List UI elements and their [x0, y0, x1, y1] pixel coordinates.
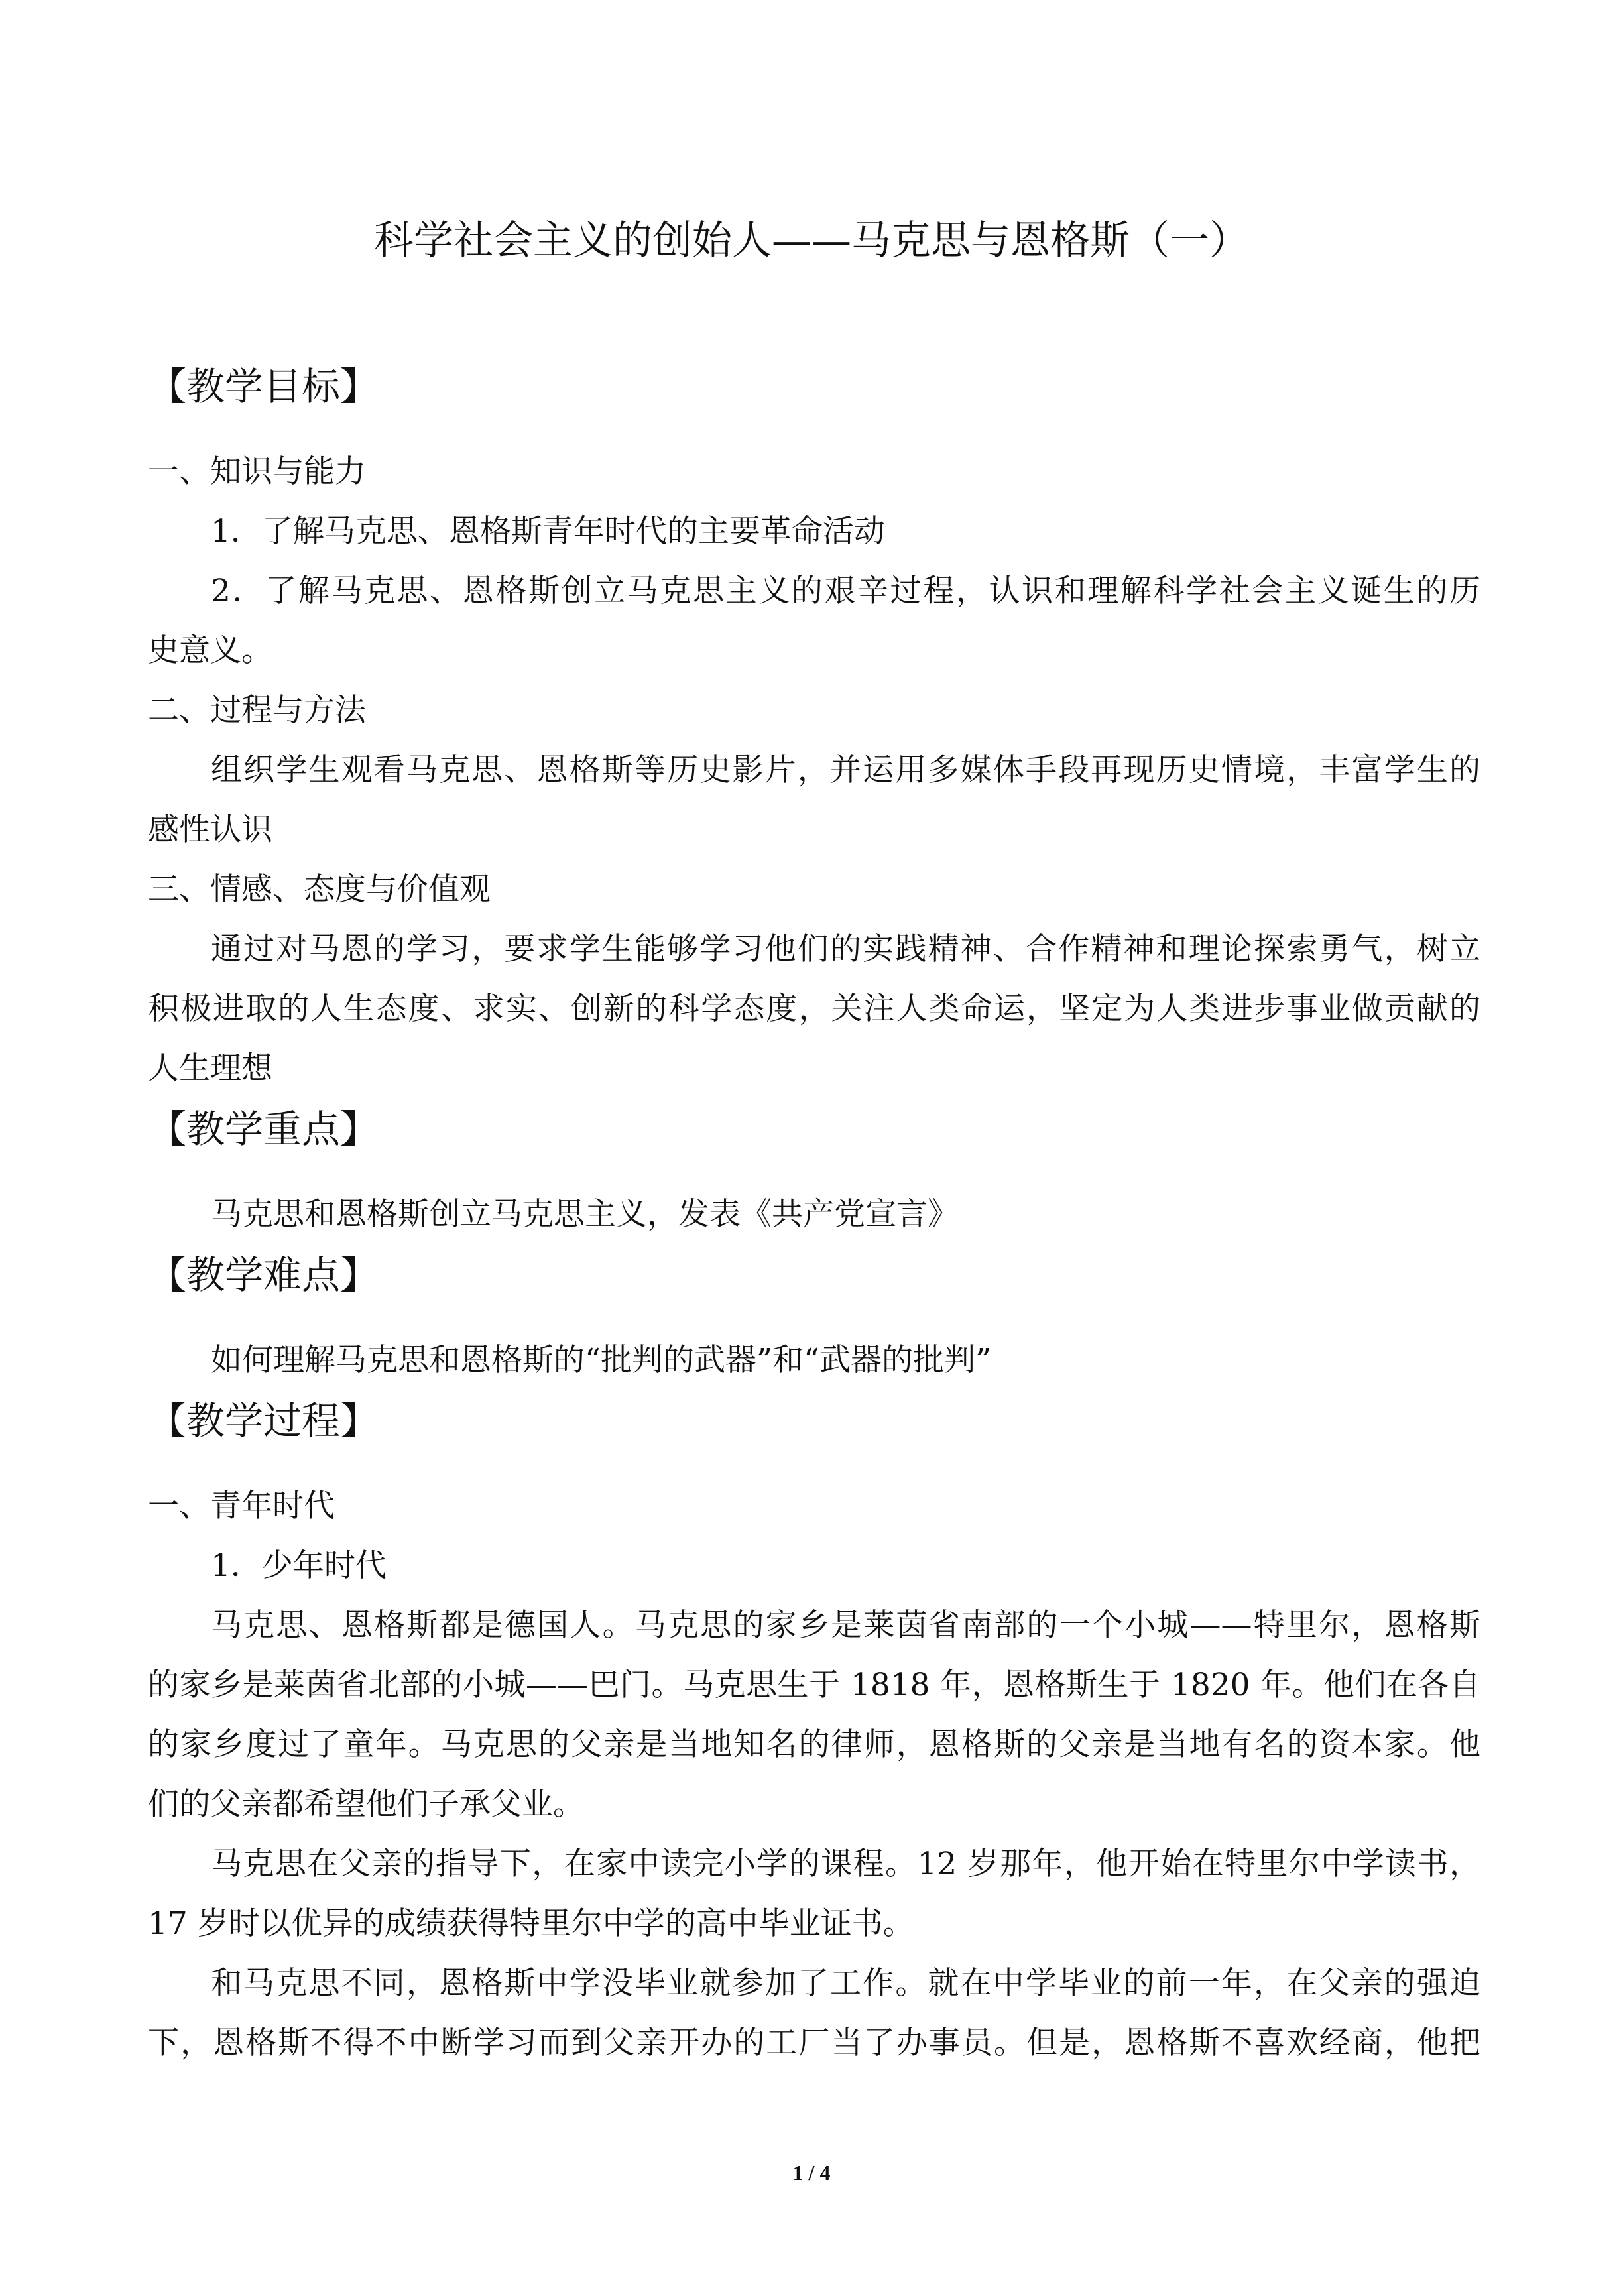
difficulties-text: 如何理解马克思和恩格斯的“批判的武器”和“武器的批判”	[211, 1342, 992, 1378]
paragraph-1-line-4: 们的父亲都希望他们子承父业。	[148, 1786, 584, 1823]
paragraph-3-line-2: 下，恩格斯不得不中断学习而到父亲开办的工厂当了办事员。但是，恩格斯不喜欢经商，他把	[148, 2025, 1480, 2061]
section-heading-key-points: 【教学重点】	[148, 1107, 379, 1152]
objective-item-2-line-2: 史意义。	[148, 633, 272, 669]
values-line-1: 通过对马恩的学习，要求学生能够学习他们的实践精神、合作精神和理论探索勇气，树立	[211, 931, 1480, 967]
objective-item-2-line-1: 2．了解马克思、恩格斯创立马克思主义的艰辛过程，认识和理解科学社会主义诞生的历	[211, 573, 1480, 609]
objective-item-1: 1．了解马克思、恩格斯青年时代的主要革命活动	[211, 513, 885, 550]
subsection-label-knowledge: 一、知识与能力	[148, 453, 366, 490]
paragraph-1-line-2: 的家乡是莱茵省北部的小城——巴门。马克思生于 1818 年，恩格斯生于 1820 年。他们在各自	[148, 1667, 1480, 1703]
paragraph-2-line-2: 17 岁时以优异的成绩获得特里尔中学的高中毕业证书。	[148, 1905, 914, 1942]
subsection-label-values: 三、情感、态度与价值观	[148, 871, 491, 908]
subsection-label-process-method: 二、过程与方法	[148, 692, 366, 729]
process-method-line-1: 组织学生观看马克思、恩格斯等历史影片，并运用多媒体手段再现历史情境，丰富学生的	[211, 752, 1480, 788]
process-method-line-2: 感性认识	[148, 812, 272, 848]
section-heading-process: 【教学过程】	[148, 1398, 379, 1443]
subsection-label-childhood: 1．少年时代	[211, 1547, 387, 1584]
key-points-text: 马克思和恩格斯创立马克思主义，发表《共产党宣言》	[211, 1196, 959, 1233]
paragraph-2-line-1: 马克思在父亲的指导下，在家中读完小学的课程。12 岁那年，他开始在特里尔中学读书，	[211, 1846, 1480, 1882]
values-line-2: 积极进取的人生态度、求实、创新的科学态度，关注人类命运，坚定为人类进步事业做贡献的	[148, 991, 1480, 1027]
paragraph-1-line-3: 的家乡度过了童年。马克思的父亲是当地知名的律师，恩格斯的父亲是当地有名的资本家。他	[148, 1726, 1480, 1763]
paragraph-3-line-1: 和马克思不同，恩格斯中学没毕业就参加了工作。就在中学毕业的前一年，在父亲的强迫	[211, 1965, 1480, 2002]
values-line-3: 人生理想	[148, 1050, 272, 1087]
section-heading-objectives: 【教学目标】	[148, 364, 379, 409]
paragraph-1-line-1: 马克思、恩格斯都是德国人。马克思的家乡是莱茵省南部的一个小城——特里尔，恩格斯	[211, 1607, 1480, 1644]
section-heading-difficulties: 【教学难点】	[148, 1252, 379, 1298]
page-number: 1 / 4	[792, 2161, 831, 2185]
document-title: 科学社会主义的创始人——马克思与恩格斯（一）	[374, 217, 1249, 264]
subsection-label-youth: 一、青年时代	[148, 1488, 335, 1524]
